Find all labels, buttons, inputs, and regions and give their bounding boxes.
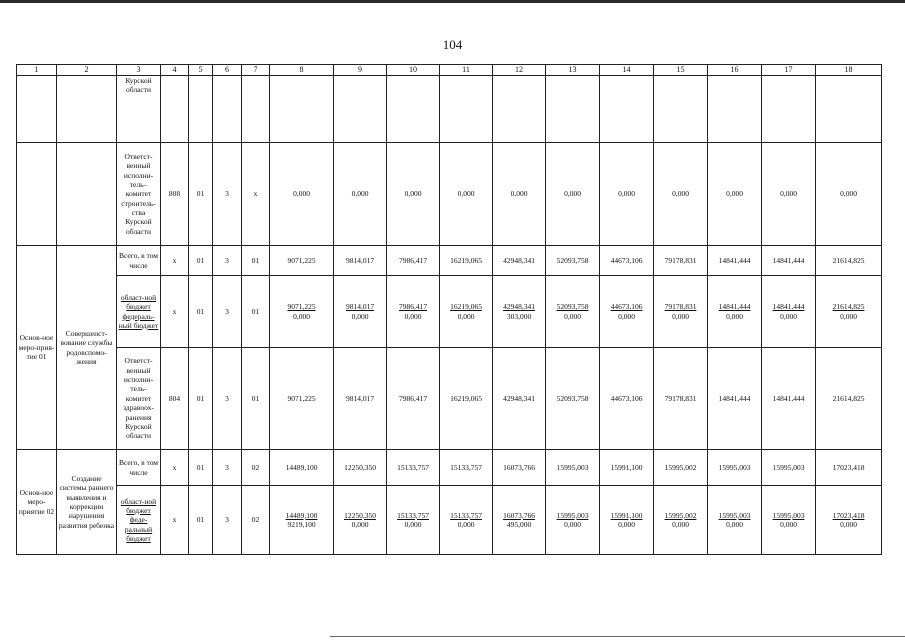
amount-cell: 15995,002 bbox=[654, 450, 708, 486]
amount-cell bbox=[440, 276, 493, 348]
regional-budget-amount: 15995,003 bbox=[772, 510, 805, 520]
amount-cell: 42948,341 bbox=[493, 348, 546, 450]
amount-cell: 0,000 bbox=[440, 143, 493, 246]
regional-budget-amount: 15991,100 bbox=[610, 510, 643, 520]
column-number-cell: 6 bbox=[213, 65, 242, 76]
federal-budget-amount: 0,000 bbox=[351, 311, 369, 321]
amount-cell: 9814,017 bbox=[334, 348, 387, 450]
amount-cell: 0,000 bbox=[334, 143, 387, 246]
column-number-cell: 17 bbox=[762, 65, 816, 76]
federal-budget-amount: 0,000 bbox=[564, 520, 581, 529]
amount-cell: 0,000 bbox=[270, 143, 334, 246]
scan-edge-top bbox=[0, 0, 905, 3]
amount-cell: 9814,017 bbox=[334, 246, 387, 276]
amount-cell: 9071,225 bbox=[270, 246, 334, 276]
code-cell: 3 bbox=[213, 486, 242, 555]
amount-cell bbox=[493, 486, 546, 555]
amount-cell: 21614,825 bbox=[816, 348, 882, 450]
amount-cell: 0,000 bbox=[708, 143, 762, 246]
column-number-cell: 5 bbox=[189, 65, 213, 76]
code-cell: 01 bbox=[242, 348, 270, 450]
amount-cell bbox=[440, 486, 493, 555]
federal-budget-amount: 0,000 bbox=[457, 520, 475, 529]
column-number-cell: 10 bbox=[387, 65, 440, 76]
column-number-cell: 11 bbox=[440, 65, 493, 76]
code-cell: 3 bbox=[213, 348, 242, 450]
scan-edge-bottom bbox=[330, 636, 905, 637]
table-row bbox=[17, 143, 882, 246]
page-number: 104 bbox=[442, 37, 463, 52]
amount-cell: 16219,065 bbox=[440, 348, 493, 450]
code-cell: х bbox=[161, 450, 189, 486]
regional-budget-amount: 21614,825 bbox=[832, 302, 865, 312]
amount-cell: 14841,444 bbox=[708, 348, 762, 450]
amount-cell bbox=[493, 276, 546, 348]
code-cell: 3 bbox=[213, 276, 242, 348]
amount-cell bbox=[334, 486, 387, 555]
column-number-cell: 13 bbox=[546, 65, 600, 76]
federal-budget-amount: 0,000 bbox=[780, 311, 797, 321]
amount-cell: 15133,757 bbox=[440, 450, 493, 486]
federal-budget-amount: 0,000 bbox=[293, 311, 310, 321]
amount-cell: 0,000 bbox=[762, 143, 816, 246]
amount-cell bbox=[762, 276, 816, 348]
column-number-cell: 1 bbox=[17, 65, 57, 76]
code-cell: 01 bbox=[242, 276, 270, 348]
funding-source-cell: Всего, в том числе bbox=[117, 450, 161, 486]
federal-budget-amount: 0,000 bbox=[726, 520, 743, 529]
column-number-cell: 12 bbox=[493, 65, 546, 76]
regional-budget-amount: 15133,757 bbox=[397, 510, 429, 520]
regional-budget-amount: 14841,444 bbox=[772, 302, 805, 312]
table-row bbox=[17, 76, 882, 143]
measure-name-cell: Основ-ное меро-прия-тие 01 bbox=[17, 246, 57, 450]
federal-budget-amount: 303,000 bbox=[506, 311, 532, 321]
regional-budget-amount: 15995,002 bbox=[664, 510, 697, 520]
column-number-cell: 3 bbox=[117, 65, 161, 76]
amount-cell: 0,000 bbox=[546, 143, 600, 246]
amount-cell bbox=[600, 486, 654, 555]
amount-cell bbox=[546, 276, 600, 348]
amount-cell: 0,000 bbox=[816, 143, 882, 246]
federal-budget-amount: 0,000 bbox=[672, 520, 689, 529]
federal-budget-amount: 9219,100 bbox=[287, 520, 316, 529]
code-cell: 808 bbox=[161, 143, 189, 246]
regional-budget-amount: 52093,758 bbox=[556, 302, 589, 312]
measure-title-cell: Совершенст-вование службы родовспомо-жения bbox=[57, 246, 117, 450]
code-cell: 02 bbox=[242, 450, 270, 486]
funding-source-cell: област-ной бюджет феде-ральный бюджет bbox=[117, 486, 161, 555]
column-number-cell: 16 bbox=[708, 65, 762, 76]
amount-cell: 14841,444 bbox=[708, 246, 762, 276]
code-cell: 3 bbox=[213, 246, 242, 276]
regional-budget-amount: 9814,017 bbox=[345, 302, 375, 312]
regional-budget-amount: 44673,106 bbox=[610, 302, 643, 312]
table-row bbox=[17, 450, 882, 486]
column-number-row bbox=[17, 65, 882, 76]
amount-cell: 0,000 bbox=[654, 143, 708, 246]
federal-budget-amount: 0,000 bbox=[351, 520, 369, 529]
amount-cell: 0,000 bbox=[493, 143, 546, 246]
budget-table bbox=[16, 64, 882, 555]
code-cell: х bbox=[242, 143, 270, 246]
amount-cell: 16219,065 bbox=[440, 246, 493, 276]
column-number-cell: 4 bbox=[161, 65, 189, 76]
executor-cell: Курской области bbox=[117, 76, 161, 143]
federal-budget-amount: 0,000 bbox=[564, 311, 581, 321]
amount-cell: 42948,341 bbox=[493, 246, 546, 276]
code-cell: 804 bbox=[161, 348, 189, 450]
column-number-cell: 8 bbox=[270, 65, 334, 76]
regional-budget-amount: 42948,341 bbox=[503, 302, 535, 312]
code-cell: х bbox=[161, 276, 189, 348]
code-cell: 3 bbox=[213, 143, 242, 246]
amount-cell bbox=[334, 276, 387, 348]
amount-cell: 15991,100 bbox=[600, 450, 654, 486]
funding-source-cell: област-ной бюджет федераль-ный бюджет bbox=[117, 276, 161, 348]
amount-cell: 15995,003 bbox=[708, 450, 762, 486]
executor-cell: Ответст-венный исполни-тель– комитет строитель-ства Курской области bbox=[117, 143, 161, 246]
amount-cell: 44673,106 bbox=[600, 246, 654, 276]
federal-budget-amount: 0,000 bbox=[840, 311, 857, 321]
executor-cell: Ответст-венный исполни-тель-комитет здравоох-ранения Курской области bbox=[117, 348, 161, 450]
federal-budget-amount: 0,000 bbox=[457, 311, 475, 321]
regional-budget-amount: 16219,065 bbox=[450, 302, 482, 312]
amount-cell bbox=[708, 486, 762, 555]
code-cell: 3 bbox=[213, 450, 242, 486]
column-number-cell: 9 bbox=[334, 65, 387, 76]
column-number-cell: 7 bbox=[242, 65, 270, 76]
code-cell: х bbox=[161, 246, 189, 276]
amount-cell bbox=[546, 486, 600, 555]
code-cell: 01 bbox=[189, 348, 213, 450]
code-cell: 01 bbox=[189, 450, 213, 486]
amount-cell: 79178,831 bbox=[654, 348, 708, 450]
federal-budget-amount: 0,000 bbox=[840, 520, 857, 529]
amount-cell: 44673,106 bbox=[600, 348, 654, 450]
amount-cell: 21614,825 bbox=[816, 246, 882, 276]
amount-cell bbox=[270, 276, 334, 348]
regional-budget-amount: 7986,417 bbox=[398, 302, 428, 312]
code-cell: 01 bbox=[189, 246, 213, 276]
table-row bbox=[17, 246, 882, 276]
amount-cell: 14489,100 bbox=[270, 450, 334, 486]
amount-cell: 9071,225 bbox=[270, 348, 334, 450]
code-cell: 01 bbox=[189, 143, 213, 246]
federal-budget-amount: 0,000 bbox=[672, 311, 689, 321]
table-row bbox=[17, 486, 882, 555]
amount-cell bbox=[270, 486, 334, 555]
column-number-cell: 15 bbox=[654, 65, 708, 76]
table-row bbox=[17, 348, 882, 450]
amount-cell: 17023,418 bbox=[816, 450, 882, 486]
regional-budget-amount: 15995,003 bbox=[718, 510, 751, 520]
column-number-cell: 14 bbox=[600, 65, 654, 76]
measure-name-cell: Основ-ное меро-приятие 02 bbox=[17, 450, 57, 555]
amount-cell: 79178,831 bbox=[654, 246, 708, 276]
funding-source-cell: Всего, в том числе bbox=[117, 246, 161, 276]
amount-cell: 7986,417 bbox=[387, 246, 440, 276]
amount-cell bbox=[816, 276, 882, 348]
regional-budget-amount: 14489,100 bbox=[285, 510, 318, 520]
regional-budget-amount: 16073,766 bbox=[503, 510, 535, 520]
amount-cell: 52093,758 bbox=[546, 246, 600, 276]
federal-budget-amount: 0,000 bbox=[726, 311, 743, 321]
regional-budget-amount: 79178,831 bbox=[664, 302, 697, 312]
table-row bbox=[17, 276, 882, 348]
amount-cell: 7986,417 bbox=[387, 348, 440, 450]
amount-cell bbox=[816, 486, 882, 555]
federal-budget-amount: 0,000 bbox=[404, 311, 422, 321]
amount-cell bbox=[708, 276, 762, 348]
amount-cell: 14841,444 bbox=[762, 246, 816, 276]
regional-budget-amount: 9071,225 bbox=[287, 302, 316, 312]
amount-cell bbox=[654, 486, 708, 555]
amount-cell: 0,000 bbox=[600, 143, 654, 246]
code-cell: 02 bbox=[242, 486, 270, 555]
column-number-cell: 18 bbox=[816, 65, 882, 76]
federal-budget-amount: 0,000 bbox=[780, 520, 797, 529]
federal-budget-amount: 495,000 bbox=[506, 520, 532, 529]
amount-cell: 15133,757 bbox=[387, 450, 440, 486]
regional-budget-amount: 17023,418 bbox=[832, 510, 865, 520]
regional-budget-amount: 15995,003 bbox=[556, 510, 589, 520]
regional-budget-amount: 12250,350 bbox=[344, 510, 376, 520]
regional-budget-amount: 14841,444 bbox=[718, 302, 751, 312]
amount-cell: 15995,003 bbox=[546, 450, 600, 486]
measure-title-cell: Создание системы раннего выявления и коррекции нарушения развития ребенка bbox=[57, 450, 117, 555]
amount-cell bbox=[654, 276, 708, 348]
amount-cell: 12250,350 bbox=[334, 450, 387, 486]
regional-budget-amount: 15133,757 bbox=[450, 510, 482, 520]
code-cell: 01 bbox=[189, 486, 213, 555]
amount-cell bbox=[762, 486, 816, 555]
amount-cell: 16073,766 bbox=[493, 450, 546, 486]
amount-cell: 15995,003 bbox=[762, 450, 816, 486]
code-cell: 01 bbox=[242, 246, 270, 276]
amount-cell bbox=[387, 486, 440, 555]
code-cell: 01 bbox=[189, 276, 213, 348]
federal-budget-amount: 0,000 bbox=[618, 520, 635, 529]
amount-cell: 52093,758 bbox=[546, 348, 600, 450]
code-cell: х bbox=[161, 486, 189, 555]
federal-budget-amount: 0,000 bbox=[618, 311, 635, 321]
column-number-cell: 2 bbox=[57, 65, 117, 76]
federal-budget-amount: 0,000 bbox=[404, 520, 422, 529]
amount-cell bbox=[387, 276, 440, 348]
amount-cell: 0,000 bbox=[387, 143, 440, 246]
amount-cell: 14841,444 bbox=[762, 348, 816, 450]
amount-cell bbox=[600, 276, 654, 348]
